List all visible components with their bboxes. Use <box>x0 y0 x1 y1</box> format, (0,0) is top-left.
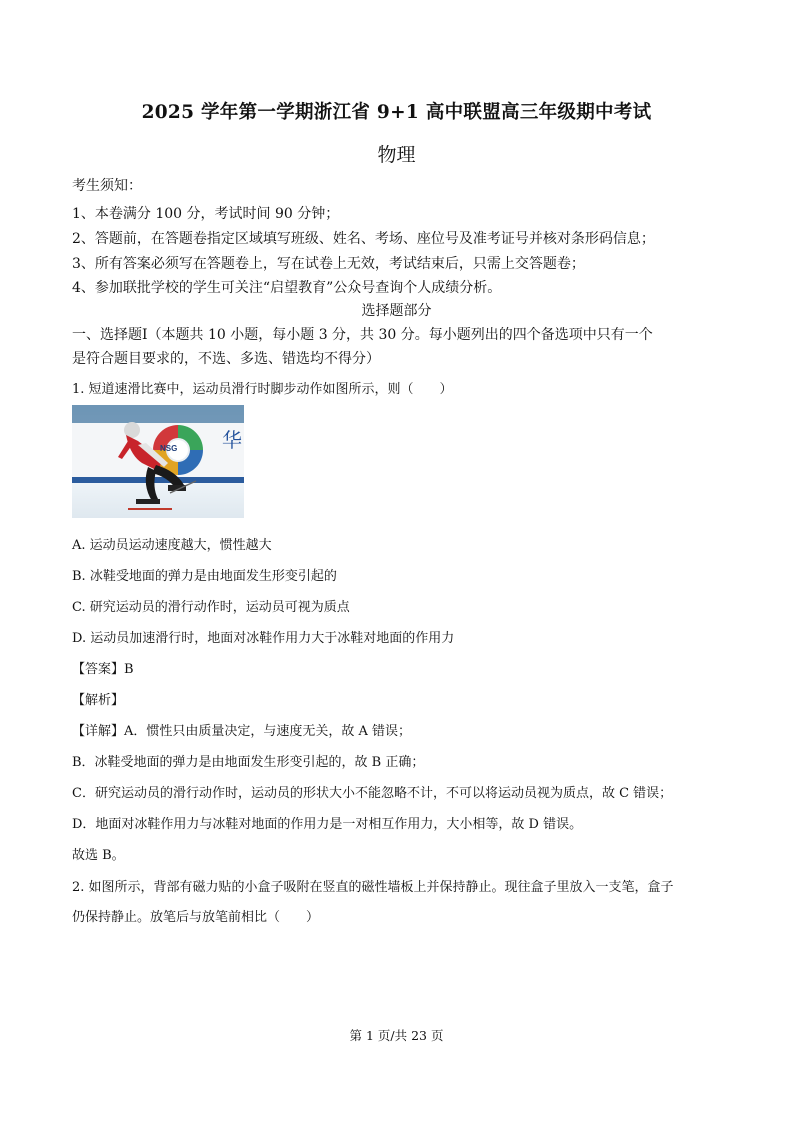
answer-label: 【答案】B <box>72 662 134 677</box>
analysis-label: 【解析】 <box>72 693 125 708</box>
detail-line: B．冰鞋受地面的弹力是由地面发生形变引起的，故 B 正确； <box>72 755 425 770</box>
speed-skating-illustration <box>72 405 244 518</box>
detail-line: 【详解】A．惯性只由质量决定，与速度无关，故 A 错误； <box>72 724 412 739</box>
question-1-stem: 1. 短道速滑比赛中，运动员滑行时脚步动作如图所示，则（ ） <box>72 382 453 397</box>
svg-text:NSG: NSG <box>160 444 178 453</box>
svg-text:华: 华 <box>222 428 242 452</box>
notice-item: 1、本卷满分 100 分，考试时间 90 分钟； <box>72 206 340 222</box>
option-c: C. 研究运动员的滑行动作时，运动员可视为质点 <box>72 600 350 615</box>
option-a: A. 运动员运动速度越大，惯性越大 <box>72 538 272 553</box>
notice-heading: 考生须知： <box>72 178 142 194</box>
exam-title: 2025 学年第一学期浙江省 9+1 高中联盟高三年级期中考试 <box>141 102 652 123</box>
question-2-stem: 2. 如图所示，背部有磁力贴的小盒子吸附在竖直的磁性墙板上并保持静止。现往盒子里放入一支笔，盒子 <box>72 880 674 895</box>
detail-line: D．地面对冰鞋作用力与冰鞋对地面的作用力是一对相互作用力，大小相等，故 D 错误。 <box>72 817 583 832</box>
subject-title: 物理 <box>377 144 416 166</box>
option-b: B. 冰鞋受地面的弹力是由地面发生形变引起的 <box>72 569 337 584</box>
option-d: D. 运动员加速滑行时，地面对冰鞋作用力大于冰鞋对地面的作用力 <box>72 631 455 646</box>
question-2-stem-cont: 仍保持静止。放笔后与放笔前相比（ ） <box>72 910 320 925</box>
speed-skating-photo <box>72 405 244 518</box>
section-label: 选择题部分 <box>361 303 432 319</box>
page-number: 第 1 页/共 23 页 <box>349 1028 444 1043</box>
notice-item: 3、所有答案必须写在答题卷上，写在试卷上无效，考试结束后，只需上交答题卷； <box>72 256 585 272</box>
notice-item: 2、答题前，在答题卷指定区域填写班级、姓名、考场、座位号及准考证号并核对条形码信息； <box>72 231 655 247</box>
section-instruction: 是符合题目要求的，不选、多选、错选均不得分） <box>72 351 380 367</box>
detail-line: C．研究运动员的滑行动作时，运动员的形状大小不能忽略不计，不可以将运动员视为质点，故 C 错误； <box>72 786 673 801</box>
notice-item: 4、参加联批学校的学生可关注“启望教育”公众号查询个人成绩分析。 <box>72 280 502 296</box>
conclusion: 故选 B。 <box>72 848 125 863</box>
section-instruction: 一、选择题Ⅰ（本题共 10 小题，每小题 3 分，共 30 分。每小题列出的四个备选项中只有一个 <box>72 327 653 343</box>
